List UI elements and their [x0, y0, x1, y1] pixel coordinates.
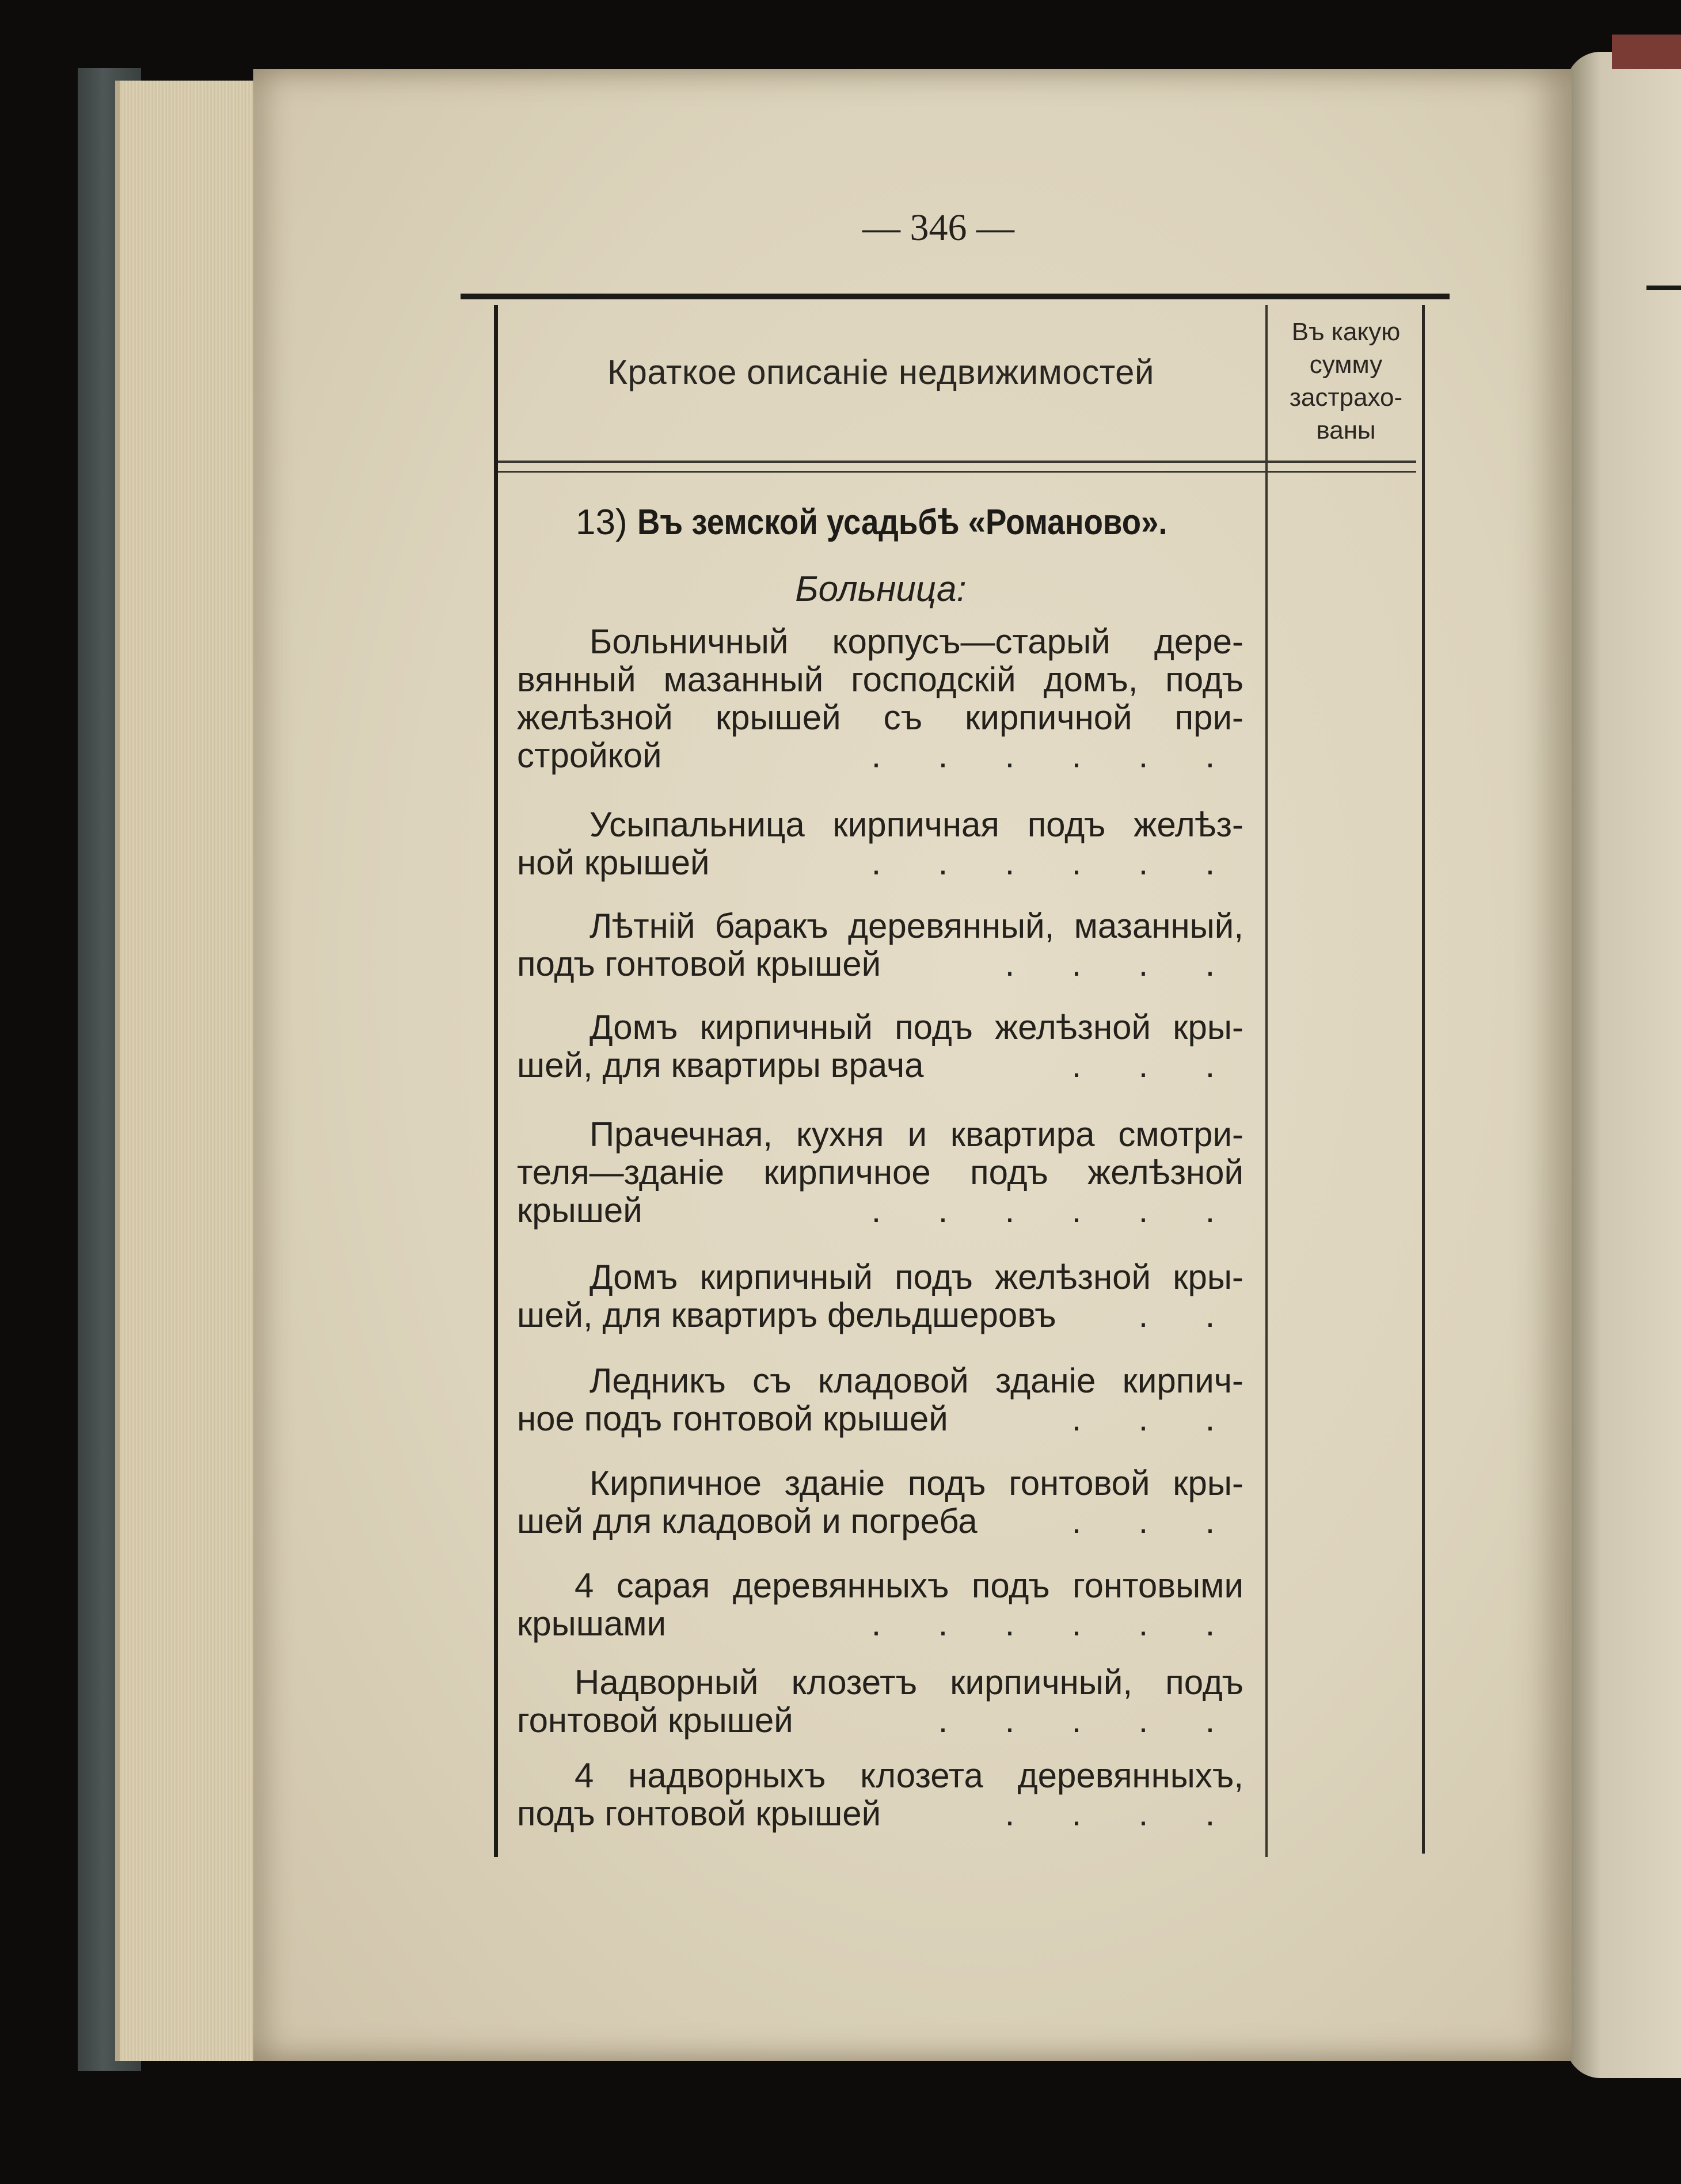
facing-page-rule [1646, 286, 1681, 290]
description-column-header: Краткое описаніе недвижимостей [607, 353, 1154, 391]
entry-line: теля—зданіе кирпичное подъ желѣзной [517, 1153, 1243, 1192]
dot-leaders: . . . . [1005, 1794, 1215, 1833]
header-line: застрахо- [1289, 383, 1403, 412]
entry-line: крышами [517, 1604, 667, 1643]
entry-line: стройкой [517, 736, 662, 775]
dot-leaders: . . . . . . [871, 736, 1215, 775]
property-entry [517, 1464, 1243, 1540]
property-entry [517, 1757, 1243, 1833]
dot-leaders: . . . [1071, 1046, 1215, 1085]
entry-line: ной крышей [517, 843, 710, 882]
entry-line: гонтовой крышей [517, 1701, 793, 1740]
section-number: 13) [576, 503, 627, 542]
entry-line: шей, для квартиръ фельдшеровъ [517, 1296, 1056, 1334]
property-entry [517, 806, 1243, 882]
dot-leaders: . . . . . . [871, 843, 1215, 882]
dot-leaders: . . [1138, 1296, 1215, 1334]
entry-line: шей, для квартиры врача [517, 1046, 924, 1085]
facing-page-edge [1566, 52, 1681, 2078]
entry-line: ное подъ гонтовой крышей [517, 1399, 948, 1438]
dot-leaders: . . . . . [938, 1701, 1215, 1740]
entry-line: Домъ кирпичный подъ желѣзной кры- [590, 1008, 1243, 1047]
entry-line: Ледникъ съ кладовой зданіе кирпич- [590, 1361, 1243, 1400]
table-top-rule [461, 294, 1450, 299]
property-entry [517, 1258, 1243, 1334]
dot-leaders: . . . [1071, 1502, 1215, 1540]
entry-line: 4 надворныхъ клозета деревянныхъ, [575, 1756, 1243, 1795]
entry-line: Больничный корпусъ—старый дере- [590, 622, 1243, 661]
entry-line: Надворный клозетъ кирпичный, подъ [575, 1663, 1243, 1702]
property-entry [517, 1664, 1243, 1740]
header-line: сумму [1309, 351, 1383, 379]
section-title [576, 502, 1267, 543]
entry-line: вянный мазанный господскій домъ, подъ [517, 660, 1243, 699]
property-entry [517, 1009, 1243, 1085]
entry-line: Домъ кирпичный подъ желѣзной кры- [590, 1258, 1243, 1296]
table-left-border [494, 305, 498, 1857]
entry-line: Усыпальница кирпичная подъ желѣз- [590, 805, 1243, 844]
dot-leaders: . . . . [1005, 945, 1215, 983]
dot-leaders: . . . [1071, 1399, 1215, 1438]
entry-line: желѣзной крышей съ кирпичной при- [517, 698, 1243, 737]
dot-leaders: . . . . . . [871, 1604, 1215, 1643]
entry-line: шей для кладовой и погреба [517, 1502, 978, 1540]
subsection-title: Больница: [795, 569, 967, 609]
entry-line: 4 сарая деревянныхъ подъ гонтовыми [575, 1566, 1243, 1605]
property-entry [517, 1116, 1243, 1230]
entry-line: подъ гонтовой крышей [517, 1794, 881, 1833]
entry-line: Кирпичное зданіе подъ гонтовой кры- [590, 1464, 1243, 1502]
entry-line: Прачечная, кухня и квартира смотри- [590, 1115, 1243, 1154]
property-entry [517, 623, 1243, 775]
section-heading: Въ земской усадьбѣ «Романово». [637, 503, 1167, 542]
book-cover-corner [1612, 35, 1681, 69]
entry-line: подъ гонтовой крышей [517, 945, 881, 983]
entry-line: Лѣтній баракъ деревянный, мазанный, [590, 907, 1243, 945]
header-rule-2 [495, 471, 1416, 473]
header-line: ваны [1316, 416, 1376, 444]
dot-leaders: . . . . . . [871, 1191, 1215, 1230]
property-entry [517, 1567, 1243, 1643]
table-right-border [1422, 305, 1425, 1854]
entry-line: крышей [517, 1191, 642, 1230]
page-number: — 346 — [862, 207, 1014, 249]
header-line: Въ какую [1291, 318, 1401, 346]
property-entry [517, 1362, 1243, 1438]
insured-sum-column-header [1270, 315, 1422, 447]
header-rule-1 [495, 461, 1416, 463]
page-stack [115, 81, 269, 2061]
property-entry [517, 907, 1243, 983]
